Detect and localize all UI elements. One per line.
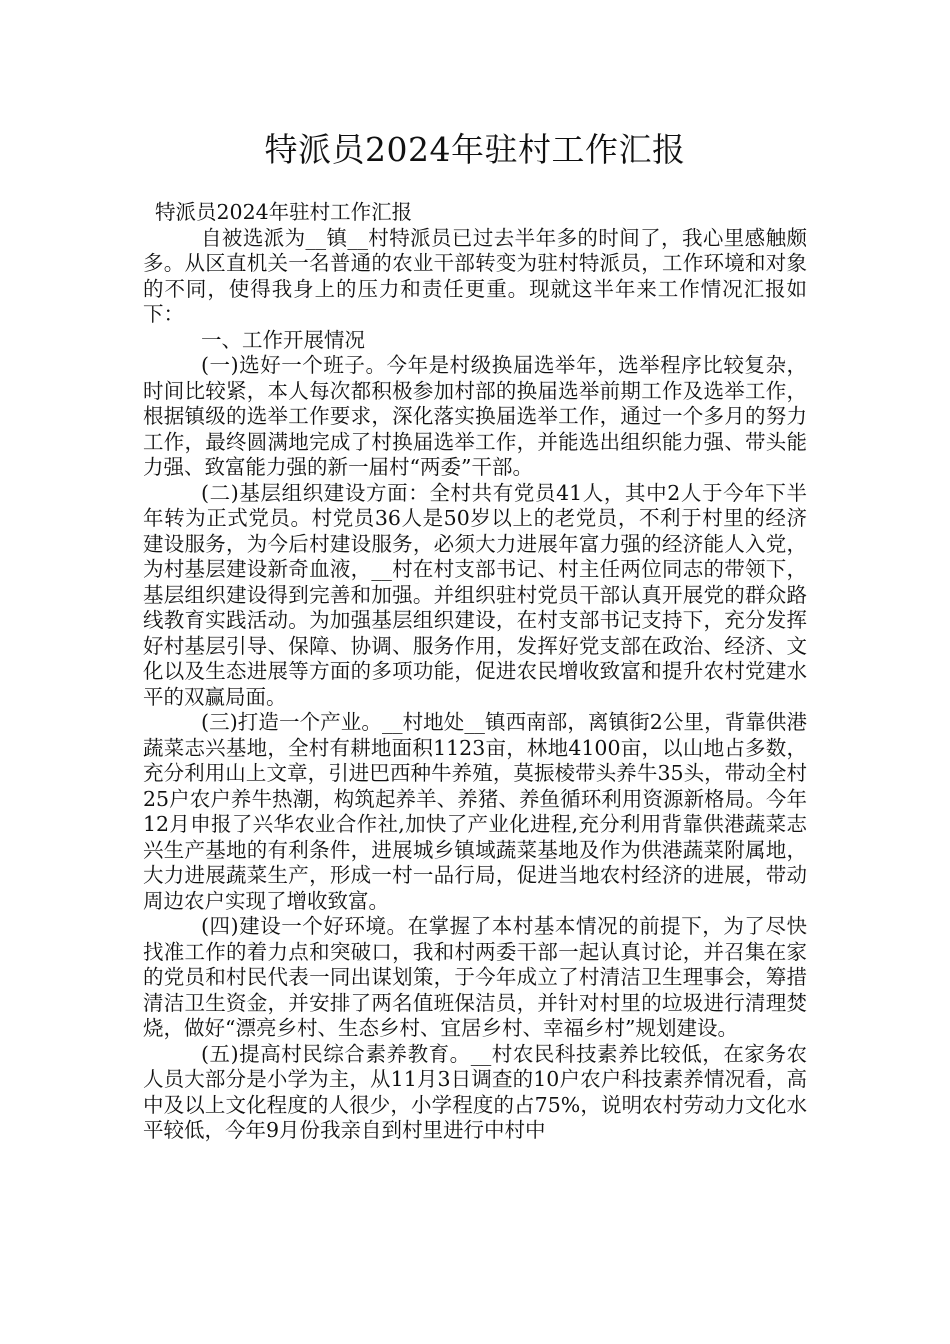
- paragraph-3: (三)打造一个产业。__村地处__镇西南部，离镇街2公里，背靠供港蔬菜志兴基地，全村有耕地面积1123亩，林地4100亩，以山地占多数，充分利用山上文章，引进巴西种牛养殖，莫振棱带头养牛35头，带动全村25户农户养牛热潮，构筑起养羊、养猪、养鱼循环利用资源新格局。今年12月申报了兴华农业合作社,加快了产业化进程,充分利用背靠供港蔬菜志兴生产基地的有利条件，进展城乡镇域蔬菜基地及作为供港蔬菜附属地，大力进展蔬菜生产，形成一村一品行局，促进当地农村经济的进展，带动周边农户实现了增收致富。: [143, 710, 807, 913]
- paragraph-4: (四)建设一个好环境。在掌握了本村基本情况的前提下，为了尽快找准工作的着力点和突破口，我和村两委干部一起认真讨论，并召集在家的党员和村民代表一同出谋划策，于今年成立了村清洁卫生理事会，筹措清洁卫生资金，并安排了两名值班保洁员，并针对村里的垃圾进行清理焚烧，做好“漂亮乡村、生态乡村、宜居乡村、幸福乡村”规划建设。: [143, 914, 807, 1040]
- document-subtitle: 特派员2024年驻村工作汇报: [155, 200, 413, 224]
- section-heading: 一、工作开展情况: [201, 327, 365, 352]
- paragraph-1: (一)选好一个班子。今年是村级换届选举年，选举程序比较复杂，时间比较紧，本人每次都积极参加村部的换届选举前期工作及选举工作，根据镇级的选举工作要求，深化落实换届选举工作，通过一个多月的努力工作，最终圆满地完成了村换届选举工作，并能选出组织能力强、带头能力强、致富能力强的新一届村“两委”干部。: [143, 353, 807, 479]
- document-body: [143, 200, 807, 1144]
- paragraph-2: (二)基层组织建设方面：全村共有党员41人，其中2人于今年下半年转为正式党员。村党员36人是50岁以上的老党员，不利于村里的经济建设服务，为今后村建设服务，必须大力进展年富力强的经济能人入党，为村基层建设新奇血液，__村在村支部书记、村主任两位同志的带领下，基层组织建设得到完善和加强。并组织驻村党员干部认真开展党的群众路线教育实践活动。为加强基层组织建设，在村支部书记支持下，充分发挥好村基层引导、保障、协调、服务作用，发挥好党支部在政治、经济、文化以及生态进展等方面的多项功能，促进农民增收致富和提升农村党建水平的双赢局面。: [143, 480, 807, 709]
- intro-paragraph: 自被选派为__镇__村特派员已过去半年多的时间了，我心里感触颇多。从区直机关一名普通的农业干部转变为驻村特派员，工作环境和对象的不同，使得我身上的压力和责任更重。现就这半年来工作情况汇报如下：: [143, 225, 807, 326]
- paragraph-5: (五)提高村民综合素养教育。__村农民科技素养比较低，在家务农人员大部分是小学为主，从11月3日调查的10户农户科技素养情况看，高中及以上文化程度的人很少，小学程度的占75%，说明农村劳动力文化水平较低，今年9月份我亲自到村里进行中村中: [143, 1041, 807, 1142]
- document-title: 特派员2024年驻村工作汇报: [264, 130, 686, 169]
